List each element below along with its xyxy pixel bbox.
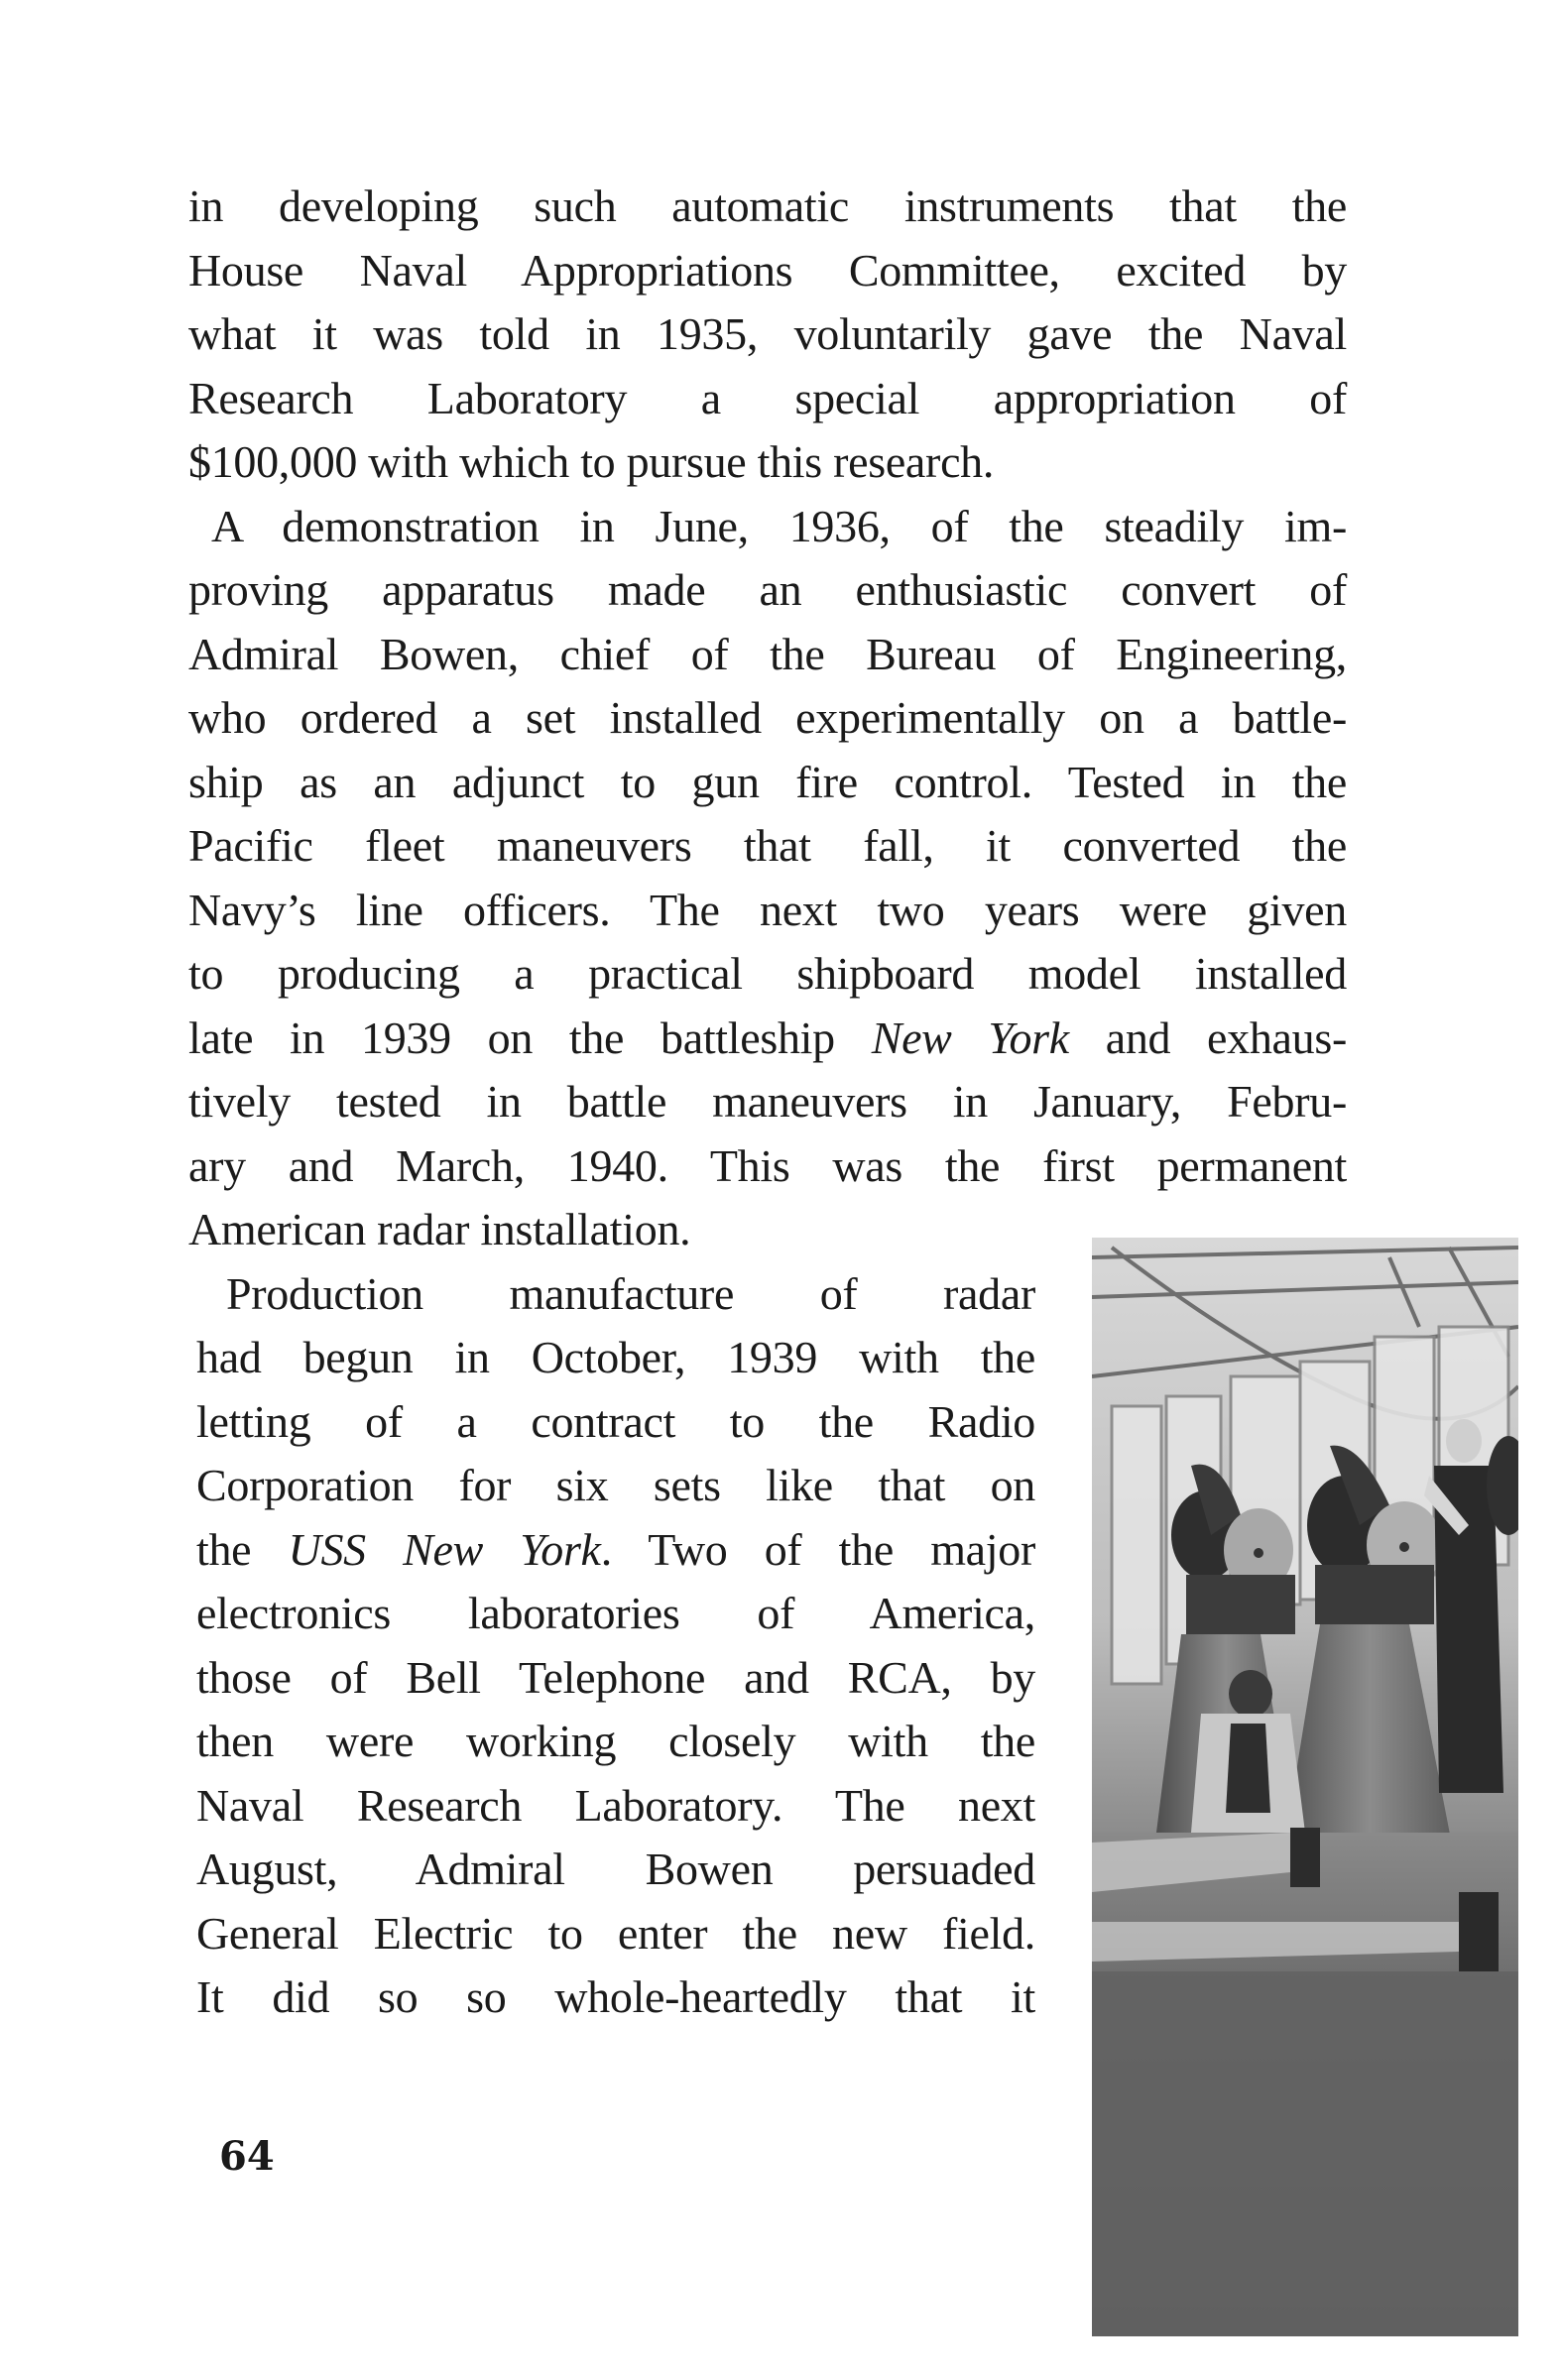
text-line: ship as an adjunct to gun fire control. Tested in the (188, 757, 1347, 807)
text-line: It did so so whole-heartedly that it (196, 1971, 1035, 2022)
text-line: had begun in October, 1939 with the (196, 1332, 1035, 1382)
text-line: August, Admiral Bowen persuaded (196, 1844, 1035, 1894)
text-line: letting of a contract to the Radio (196, 1396, 1035, 1447)
text-line: Research Laboratory a special appropriation of (188, 373, 1347, 423)
text-line-indented: A demonstration in June, 1936, of the steadily im- (211, 501, 1347, 551)
text-run: . Two of the major (600, 1524, 1035, 1575)
text-line: tively tested in battle maneuvers in January, Febru- (188, 1076, 1347, 1127)
text-run: the (196, 1524, 289, 1575)
ship-name-italic: New York (871, 1012, 1069, 1063)
photo-illustration (1092, 1238, 1518, 2336)
text-line: Admiral Bowen, chief of the Bureau of Engineering, (188, 629, 1347, 679)
text-line: Navy’s line officers. The next two years were given (188, 885, 1347, 935)
text-line: those of Bell Telephone and RCA, by (196, 1652, 1035, 1703)
text-line: House Naval Appropriations Committee, excited by (188, 245, 1347, 296)
text-line: electronics laboratories of America, (196, 1588, 1035, 1638)
text-line: Pacific fleet maneuvers that fall, it converted the (188, 820, 1347, 871)
text-line: then were working closely with the (196, 1716, 1035, 1766)
text-line: General Electric to enter the new field. (196, 1908, 1035, 1959)
text-run: and exhaus- (1068, 1012, 1347, 1063)
text-line: proving apparatus made an enthusiastic convert of (188, 564, 1347, 615)
text-line: in developing such automatic instruments that the (188, 180, 1347, 231)
text-line-indented: Production manufacture of radar (226, 1268, 1035, 1319)
text-line: Naval Research Laboratory. The next (196, 1780, 1035, 1831)
page-number: 64 (219, 2133, 275, 2180)
text-run: late in 1939 on the battleship (188, 1012, 872, 1063)
factory-photograph (1092, 1238, 1518, 2336)
text-line: to producing a practical shipboard model installed (188, 948, 1347, 999)
text-line: $100,000 with which to pursue this research. (188, 436, 995, 487)
text-line: Corporation for six sets like that on (196, 1460, 1035, 1510)
text-line: ary and March, 1940. This was the first permanent (188, 1140, 1347, 1191)
text-line: who ordered a set installed experimentally on a battle- (188, 692, 1347, 743)
text-line (188, 1007, 1347, 1070)
ship-name-italic: USS New York (288, 1524, 601, 1575)
text-line (196, 1518, 1035, 1582)
text-line: what it was told in 1935, voluntarily gave the Naval (188, 308, 1347, 359)
text-line: American radar installation. (188, 1204, 691, 1254)
